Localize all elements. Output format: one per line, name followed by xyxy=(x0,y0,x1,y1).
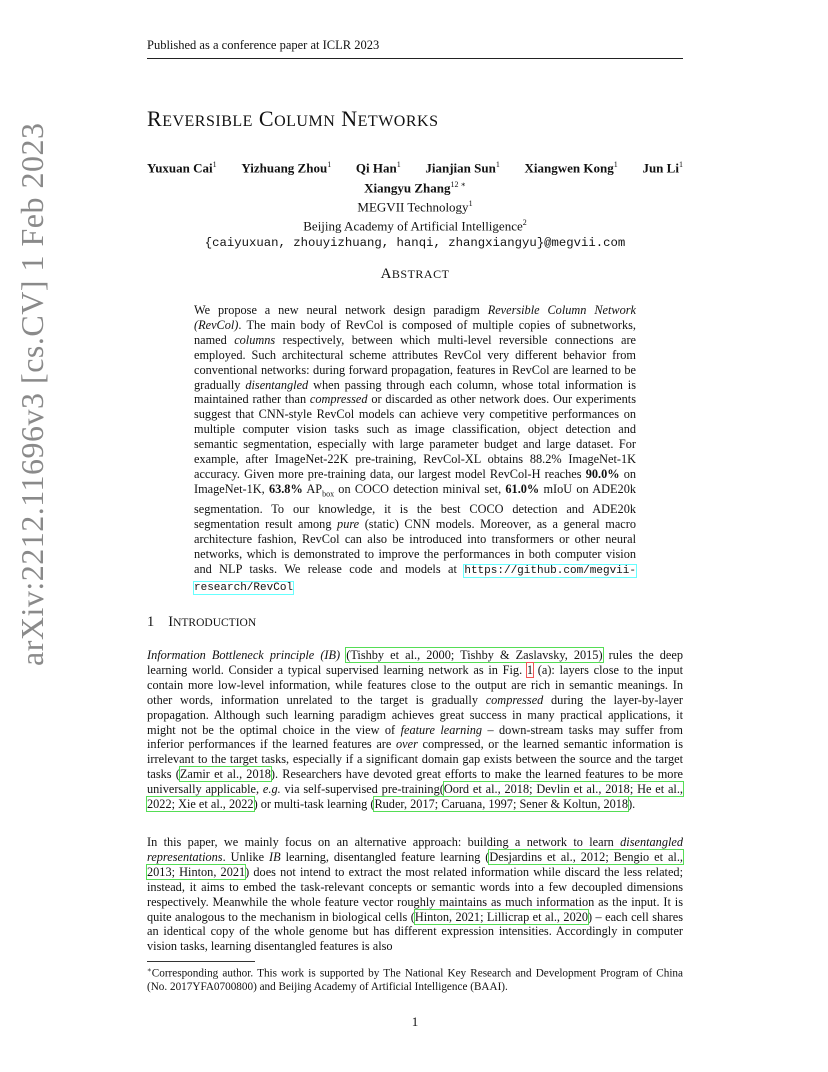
citation-link[interactable]: (Tishby et al., 2000; Tishby & Zaslavsky, 2015) xyxy=(346,648,603,662)
author: Jun Li$^1$ xyxy=(642,160,683,176)
title-word: EVERSIBLE xyxy=(162,113,253,130)
intro-paragraph-1: Information Bottleneck principle (IB) (Tishby et al., 2000; Tishby & Zaslavsky, 2015) rules the deep learning world. Consider a typical supervised learning network as in Fig. 1 (a): layers close to the input contain more low-level information, while features close to the output are rich in semantic meanings. In other words, information unrelated to the target is gradually compressed during the layer-by-layer propagation. Although such learning paradigm achieves great success in many practical applications, it might not be the optimal choice in the view of feature learning – down-stream tasks may suffer from inferior performances if the learned features are over compressed, or the learned semantic information is irrelevant to the target tasks, especially if a significant domain gap exists between the source and the target tasks (Zamir et al., 2018). Researchers have devoted great efforts to make the learned features to be more universally applicable, e.g. via self-supervised pre-training(Oord et al., 2018; Devlin et al., 2018; He et al., 2022; Xie et al., 2022) or multi-task learning (Ruder, 2017; Caruana, 1997; Sener & Koltun, 2018). xyxy=(147,648,684,812)
intro-paragraph-2: In this paper, we mainly focus on an alternative approach: building a network to learn disentangled representations. Unlike IB learning, disentangled feature learning (Desjardins et al., 2012; Bengio et al., 2013; Hinton, 2021) does not intend to extract the most related information while discard the less related; instead, it aims to embed the task-relevant concepts or semantic words into a few decoupled dimensions respectively. Meanwhile the whole feature vector roughly maintains as much information as the input. It is quite analogous to the mechanism in biological cells (Hinton, 2021; Lillicrap et al., 2020) – each cell shares an identical copy of the whole genome but has different expression intensities. Accordingly in computer vision tasks, learning disentangled features is also xyxy=(147,835,683,954)
figure-ref-link[interactable]: 1 xyxy=(526,662,534,677)
citation-link[interactable]: Ruder, 2017; Caruana, 1997; Sener & Koltun, 2018 xyxy=(374,797,629,812)
author: Yuxuan Cai$^1$ xyxy=(147,160,217,176)
citation-link[interactable]: Hinton, 2021; Lillicrap et al., 2020 xyxy=(414,909,589,924)
title-letter: C xyxy=(258,106,275,131)
running-header: Published as a conference paper at ICLR 2023 xyxy=(147,38,683,59)
paper-title xyxy=(147,106,747,132)
title-letter: R xyxy=(147,106,163,131)
affiliation-megvii: MEGVII Technology$^1$ xyxy=(357,199,473,215)
author: Yizhuang Zhou$^1$ xyxy=(241,160,332,176)
author: Jianjian Sun$^1$ xyxy=(425,160,500,176)
author-list xyxy=(147,156,683,197)
page-number: 1 xyxy=(411,1014,419,1029)
citation-link[interactable]: Zamir et al., 2018 xyxy=(179,767,271,782)
title-word: ETWORKS xyxy=(357,113,439,130)
author: Xiangyu Zhang$^{12 ∗}$ xyxy=(364,180,466,196)
title-word: OLUMN xyxy=(274,113,336,130)
section-heading-introduction: 1 INTRODUCTION xyxy=(147,614,257,630)
affiliation-baai: Beijing Academy of Artificial Intelligence$^2$ xyxy=(303,218,527,234)
author-emails: {caiyuxuan, zhouyizhuang, hanqi, zhangxiangyu}@megvii.com xyxy=(204,235,626,250)
footnote: ∗Corresponding author. This work is supported by The National Key Research and Development Program of China (No. 2017YFA0700800) and Beijing Academy of Artificial Intelligence (BAAI). xyxy=(147,966,683,994)
affiliations xyxy=(147,196,683,251)
citation-link[interactable]: Desjardins et al., 2012; Bengio et al., 2013; Hinton, 2021 xyxy=(147,849,683,879)
title-letter: N xyxy=(341,106,358,131)
citation-link[interactable]: Oord et al., 2018; Devlin et al., 2018; He et al., 2022; Xie et al., 2022 xyxy=(147,782,683,812)
footnote-divider xyxy=(147,961,255,962)
abstract-body: We propose a new neural network design paradigm Reversible Column Network (RevCol). The main body of RevCol is composed of multiple copies of subnetworks, named columns respectively, between which multi-level reversible connections are employed. Such architectural scheme attributes RevCol very different behavior from conventional networks: during forward propagation, features in RevCol are learned to be gradually disentangled when passing through each column, whose total information is maintained rather than compressed or discarded as other network does. Our experiments suggest that CNN-style RevCol models can achieve very competitive performances on multiple computer vision tasks such as image classification, object detection and semantic segmentation, especially with large parameter budget and large dataset. For example, after ImageNet-22K pre-training, RevCol-XL obtains 88.2% ImageNet-1K accuracy. Given more pre-training data, our largest model RevCol-H reaches 90.0% on ImageNet-1K, 63.8% $AP_{box}$ on COCO detection minival set, 61.0% mIoU on ADE20k segmentation. To our knowledge, it is the best COCO detection and ADE20k segmentation result among pure (static) CNN models. Moreover, as a general macro architecture fashion, RevCol can also be introduced into transformers or other neural networks, which is demonstrated to improve the performances in both computer vision and NLP tasks. We release code and models at https://github.com/megvii-research/RevCol xyxy=(194,303,637,594)
author: Xiangwen Kong$^1$ xyxy=(524,160,618,176)
abstract-heading: ABSTRACT xyxy=(380,266,450,282)
code-link[interactable]: https://github.com/megvii-research/RevCol xyxy=(194,564,636,594)
author: Qi Han$^1$ xyxy=(355,160,401,176)
arxiv-identifier: arXiv:2212.11696v3 [cs.CV] 1 Feb 2023 xyxy=(14,122,50,666)
